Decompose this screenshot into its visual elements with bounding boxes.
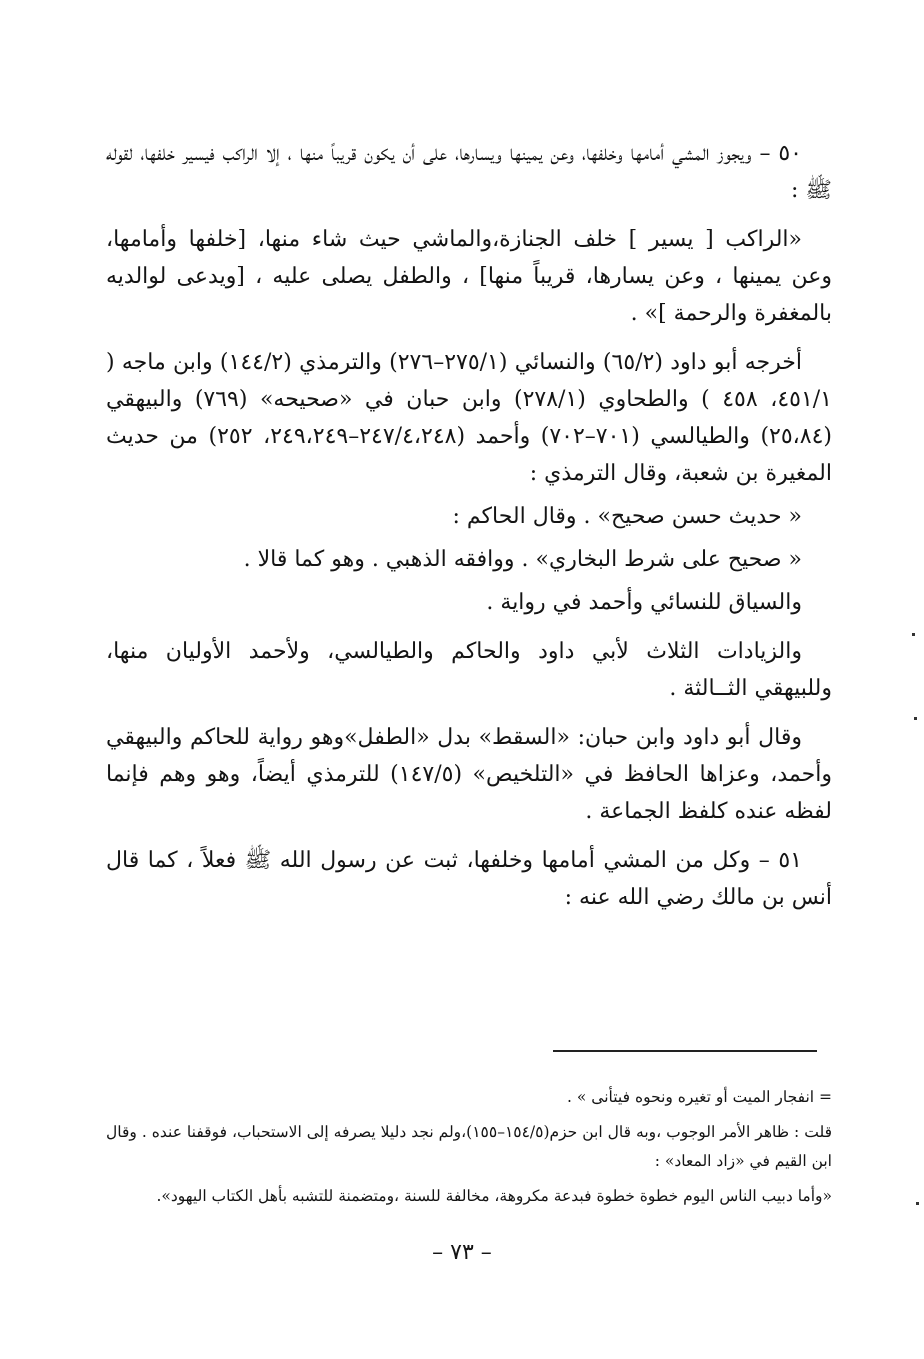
scan-speck <box>912 633 915 636</box>
takhrij-paragraph: أخرجه أبو داود (٦٥/٢) والنسائي (٢٧٥/١–٢٧٦) والترمذي (١٤٤/٢) وابن ماجه ( ٤٥١/١، ٤٥٨ ) والطحاوي (٢٧٨/١) وابن حبان في «صحيحه» (٧٦٩) والبيهقي (٢٥،٨٤) والطيالسي (٧٠١–٧٠٢) وأحمد (٢٤٧/٤،٢٤٨–٢٤٩،٢٤٩، ٢٥٢) من حديث المغيرة بن شعبة، وقال الترمذي : <box>106 350 832 486</box>
scan-speck <box>916 1202 919 1205</box>
main-text <box>106 135 832 916</box>
tirmidhi-grading: « حديث حسن صحيح» . وقال الحاكم : <box>452 504 802 529</box>
scan-speck <box>914 717 917 720</box>
footnote-continuation: = انفجار الميت أو تغيره ونحوه فيتأنى » . <box>567 1088 832 1106</box>
paragraph-50: ٥٠ – ويجوز المشي أمامها وخلفها، وعن يمينها ويسارها، على أن يكون قريباً منها ، إلا الراكب فيسير خلفها، لقوله ﷺ : <box>106 141 832 203</box>
variant-note: وقال أبو داود وابن حبان: «السقط» بدل «الطفل»وهو رواية للحاكم والبيهقي وأحمد، وعزاها الحافظ في «التلخيص» (١٤٧/٥) للترمذي أيضاً، وهو وهم فإنما لفظه عنده كلفظ الجماعة . <box>106 725 832 824</box>
footnote-separator <box>553 1050 817 1052</box>
paragraph-51: ٥١ – وكل من المشي أمامها وخلفها، ثبت عن رسول الله ﷺ فعلاً ، كما قال أنس بن مالك رضي الله عنه : <box>106 848 832 910</box>
hadith-quote: «الراكب [ يسير ] خلف الجنازة،والماشي حيث شاء منها، [خلفها وأمامها، وعن يمينها ، وعن يسارها، قريباً منها] ، والطفل يصلى عليه ، [ويدعى لوالديه بالمغفرة والرحمة ]» . <box>106 227 832 326</box>
additions-note: والزيادات الثلاث لأبي داود والحاكم والطيالسي، ولأحمد الأوليان منها، وللبيهقي الثــالثة . <box>106 639 832 701</box>
wording-note: والسياق للنسائي وأحمد في رواية . <box>486 590 802 615</box>
footnote-quote: «وأما دبيب الناس اليوم خطوة خطوة فبدعة مكروهة، مخالفة للسنة ،ومتضمنة للتشبه بأهل الكتاب اليهود». <box>156 1187 832 1205</box>
hakim-grading: « صحيح على شرط البخاري» . ووافقه الذهبي . وهو كما قالا . <box>243 547 802 572</box>
footnote-comment: قلت : ظاهر الأمر الوجوب ،وبه قال ابن حزم(١٥٤/٥–١٥٥)،ولم نجد دليلا يصرفه إلى الاستحباب، فوقفنا عنده . وقال ابن القيم في «زاد المعاد» : <box>106 1123 832 1170</box>
page-number: – ٧٣ – <box>432 1240 492 1265</box>
footnotes <box>106 1083 832 1211</box>
